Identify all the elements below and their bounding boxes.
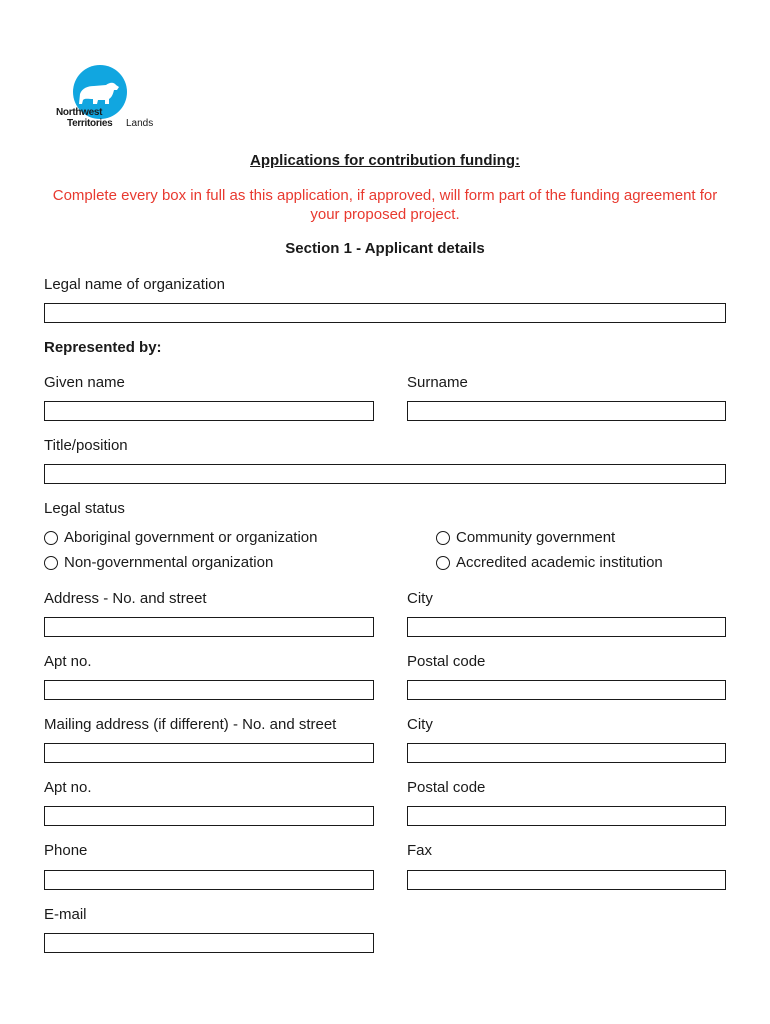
mailing-address-label: Mailing address (if different) - No. and street: [44, 716, 337, 733]
city-label: City: [407, 590, 433, 607]
radio-label: Non-governmental organization: [64, 554, 274, 571]
title-position-label: Title/position: [44, 437, 128, 454]
given-name-label: Given name: [44, 374, 125, 391]
represented-by-heading: Represented by:: [44, 339, 162, 356]
email-field[interactable]: [44, 933, 374, 953]
postal-code-field[interactable]: [407, 680, 726, 700]
radio-button[interactable]: [436, 556, 450, 570]
fax-field[interactable]: [407, 870, 726, 890]
mailing-postal-code-field[interactable]: [407, 806, 726, 826]
surname-field[interactable]: [407, 401, 726, 421]
instruction-text: Complete every box in full as this application, if approved, will form part of the funding agreement for your proposed project.: [52, 187, 718, 223]
form-title: Applications for contribution funding:: [250, 152, 520, 169]
radio-button[interactable]: [44, 556, 58, 570]
address-field[interactable]: [44, 617, 374, 637]
given-name-field[interactable]: [44, 401, 374, 421]
phone-field[interactable]: [44, 870, 374, 890]
radio-non-governmental[interactable]: [44, 554, 273, 572]
apt-field[interactable]: [44, 680, 374, 700]
address-label: Address - No. and street: [44, 590, 207, 607]
surname-label: Surname: [407, 374, 468, 391]
mailing-city-label: City: [407, 716, 433, 733]
apt-label: Apt no.: [44, 653, 92, 670]
legal-name-label: Legal name of organization: [44, 276, 225, 293]
email-label: E-mail: [44, 906, 87, 923]
section-title: Section 1 - Applicant details: [285, 240, 485, 257]
radio-community-government[interactable]: [436, 529, 615, 547]
city-field[interactable]: [407, 617, 726, 637]
legal-name-field[interactable]: [44, 303, 726, 323]
radio-academic-institution[interactable]: [436, 554, 663, 572]
logo-text-territories: Territories: [67, 118, 113, 129]
mailing-address-field[interactable]: [44, 743, 374, 763]
nwt-logo: [55, 64, 165, 130]
fax-label: Fax: [407, 842, 433, 859]
logo-text-northwest: Northwest: [56, 107, 103, 118]
radio-label: Accredited academic institution: [456, 554, 663, 571]
radio-button[interactable]: [436, 531, 450, 545]
legal-status-label: Legal status: [44, 500, 125, 517]
postal-code-label: Postal code: [407, 653, 486, 670]
phone-label: Phone: [44, 842, 88, 859]
title-position-field[interactable]: [44, 464, 726, 484]
radio-label: Aboriginal government or organization: [64, 529, 318, 546]
mailing-city-field[interactable]: [407, 743, 726, 763]
mailing-postal-code-label: Postal code: [407, 779, 486, 796]
mailing-apt-label: Apt no.: [44, 779, 92, 796]
radio-label: Community government: [456, 529, 616, 546]
logo-text-lands: Lands: [126, 118, 154, 129]
mailing-apt-field[interactable]: [44, 806, 374, 826]
radio-aboriginal-government[interactable]: [44, 529, 317, 547]
radio-button[interactable]: [44, 531, 58, 545]
